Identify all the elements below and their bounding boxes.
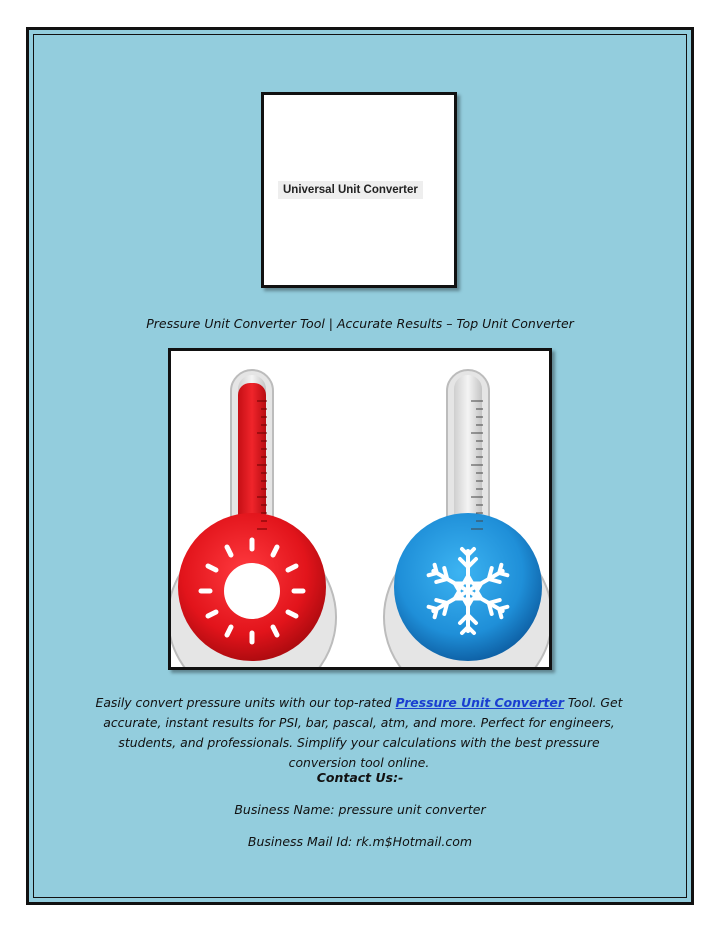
page-title: Pressure Unit Converter Tool | Accurate Results – Top Unit Converter <box>146 316 574 331</box>
contact-heading: Contact Us:- <box>316 770 404 785</box>
description-text-start: Easily convert pressure units with our top-rated <box>95 695 396 710</box>
description-text-end: Tool. Get accurate, instant results for PSI, bar, pascal, atm, and more. Perfect for engineers, students, and professionals. Simplify your calculations with the best pressure conversion tool online. <box>103 695 623 770</box>
logo-label: Universal Unit Converter <box>278 181 423 199</box>
page-border <box>26 27 694 905</box>
business-name: Business Name: pressure unit converter <box>234 802 486 817</box>
thermometers-svg <box>171 351 549 667</box>
logo-image <box>261 92 457 288</box>
pressure-converter-link[interactable]: Pressure Unit Converter <box>395 695 564 710</box>
thermometer-illustration <box>168 348 552 670</box>
cold-thermometer <box>384 370 549 667</box>
hot-thermometer <box>171 370 336 667</box>
business-mail: Business Mail Id: rk.m$Hotmail.com <box>247 834 473 849</box>
description-paragraph <box>89 693 629 773</box>
